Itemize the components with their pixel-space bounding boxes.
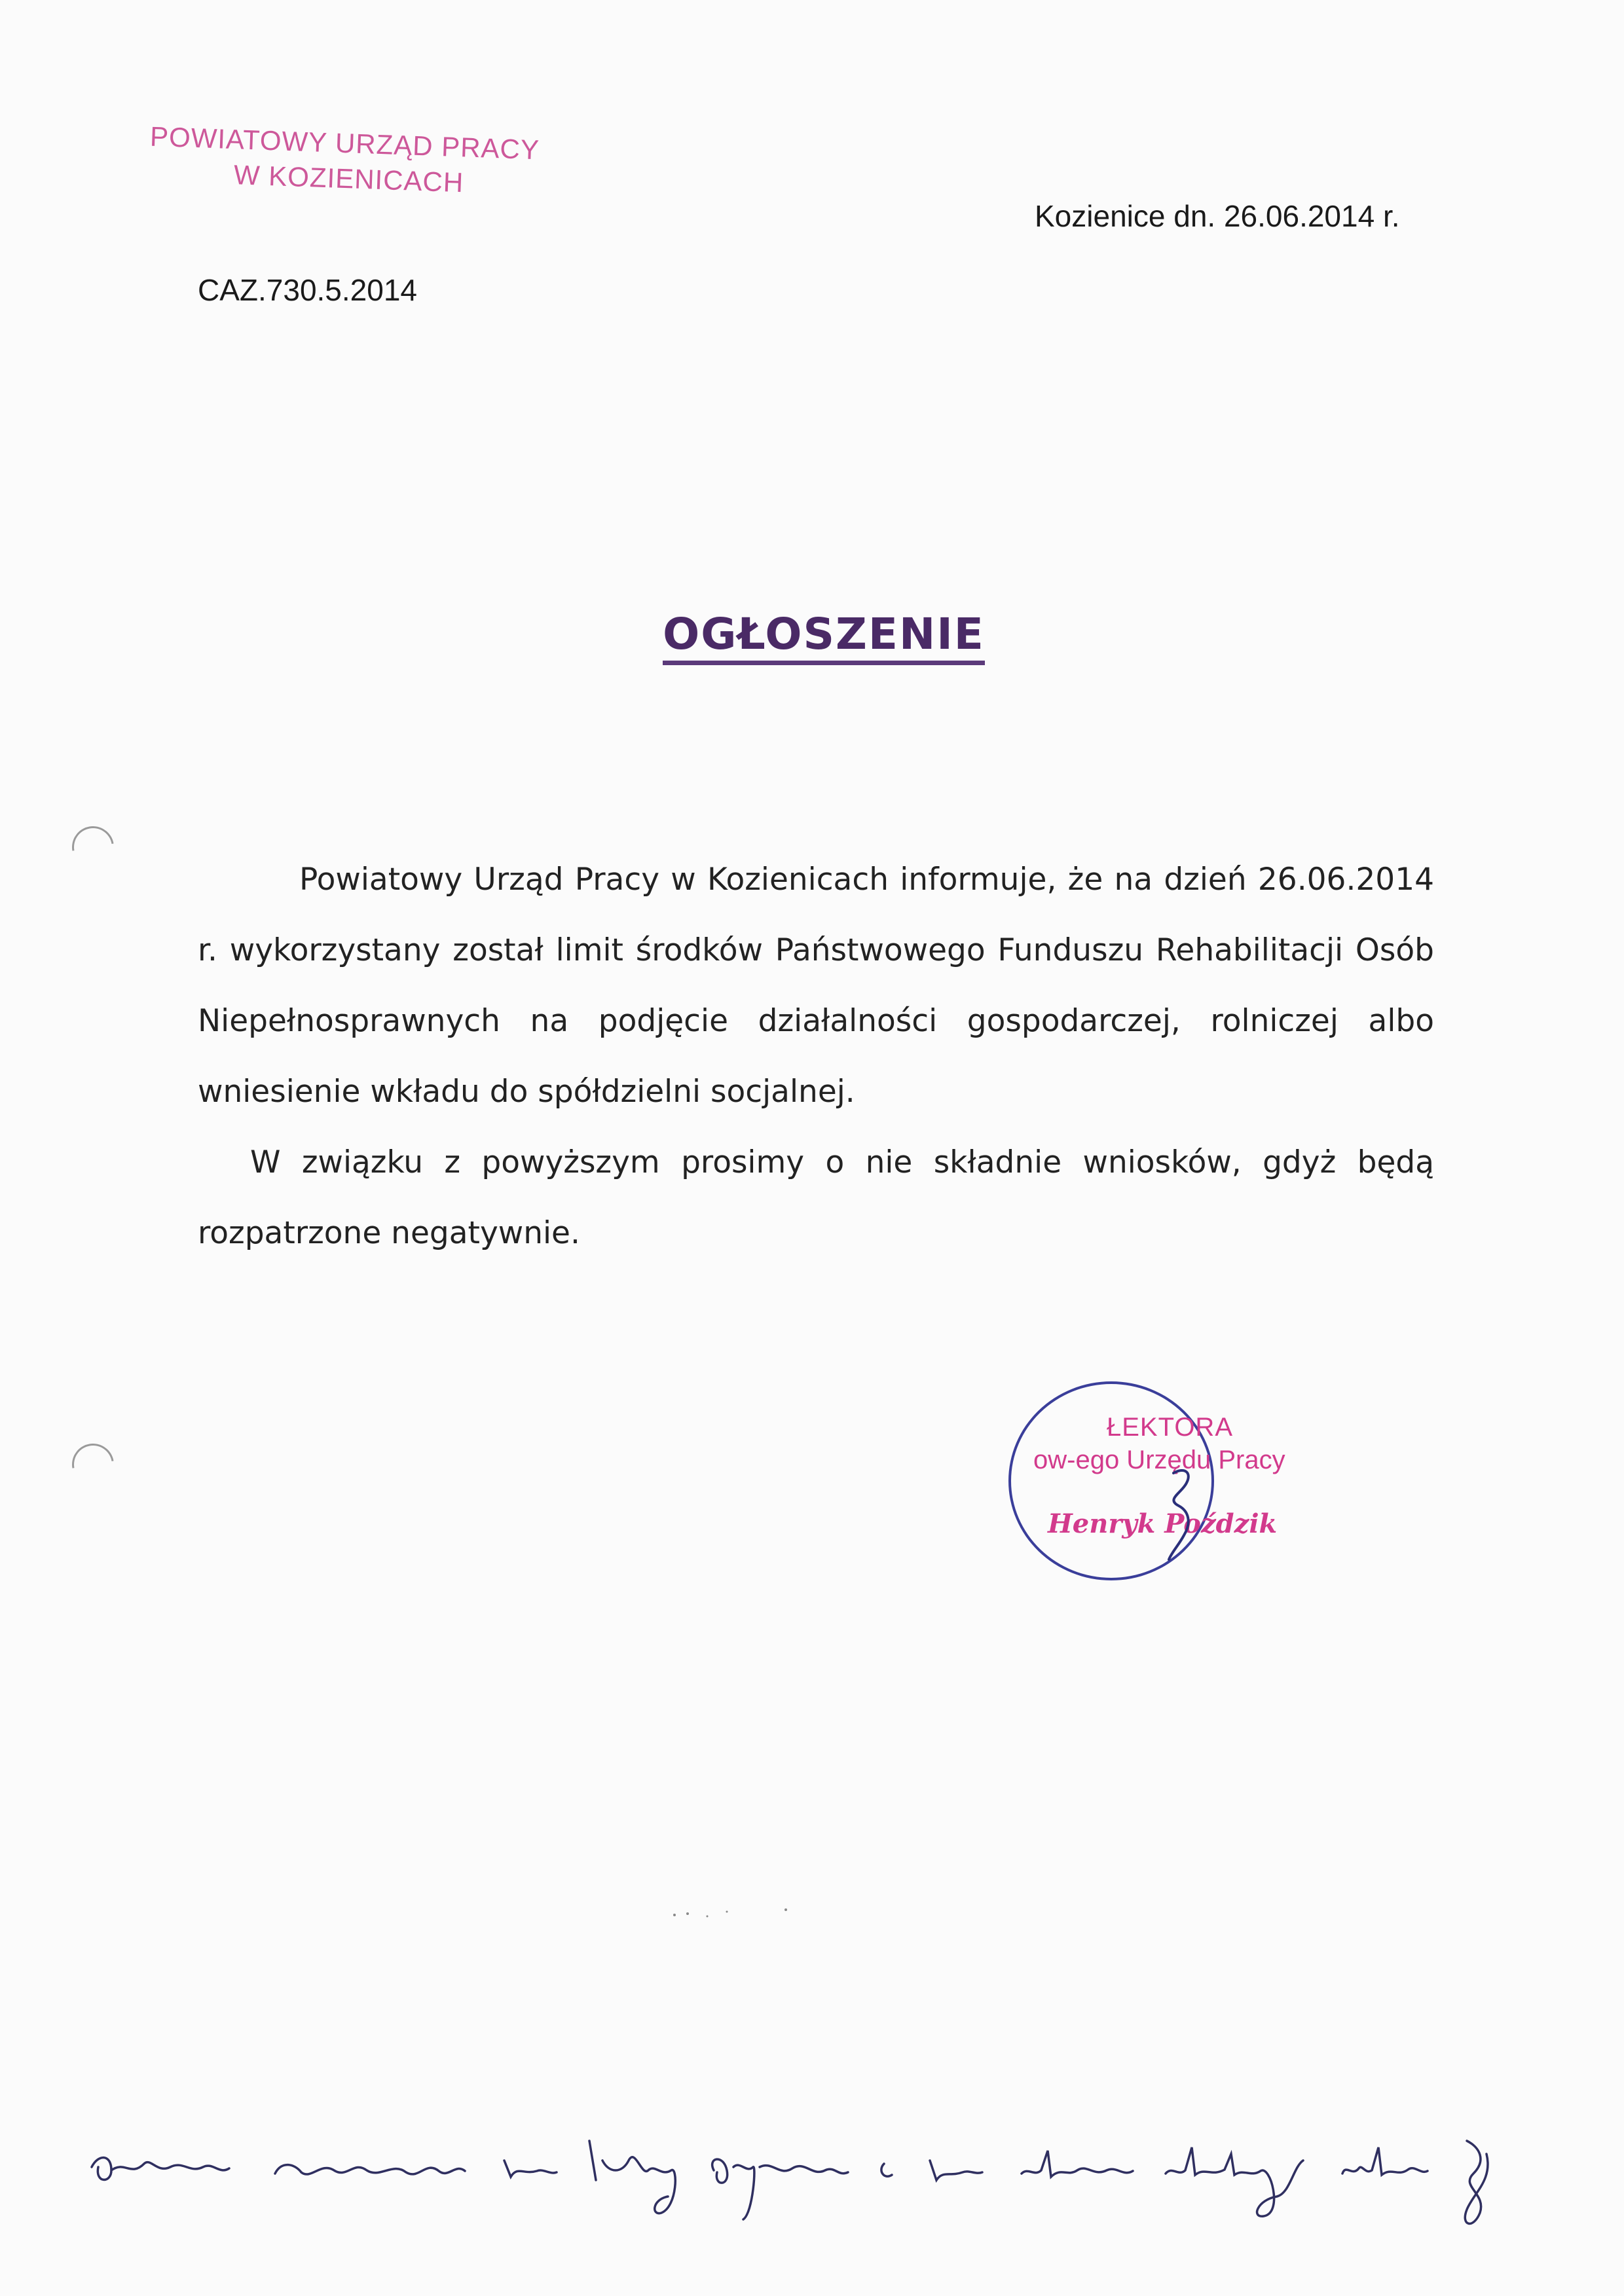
punch-hole-icon — [64, 818, 122, 876]
director-signature-stamp — [1002, 1375, 1329, 1584]
office-stamp-line2: W KOZIENICACH — [233, 159, 464, 198]
office-stamp-line1: POWIATOWY URZĄD PRACY — [149, 120, 540, 166]
handwritten-note-icon — [85, 2115, 1591, 2246]
signature-icon — [1002, 1375, 1329, 1584]
seal-line2: ow-ego Urzędu Pracy — [1033, 1446, 1285, 1474]
document-date: Kozienice dn. 26.06.2014 r. — [1035, 199, 1400, 233]
scan-speckles-icon — [668, 1902, 812, 1922]
title-container — [0, 609, 1624, 665]
seal-line3: Henryk Poździk — [1048, 1508, 1278, 1539]
office-stamp — [148, 119, 540, 204]
seal-line1: ŁEKTORA — [1107, 1413, 1233, 1442]
punch-hole-icon — [64, 1435, 122, 1493]
document-title: OGŁOSZENIE — [663, 609, 985, 665]
announcement-body — [198, 845, 1434, 1269]
body-paragraph: W związku z powyższym prosimy o nie składnie wniosków, gdyż będą rozpatrzone negatywnie. — [198, 1144, 1434, 1251]
body-paragraph: Powiatowy Urząd Pracy w Kozienicach informuje, że na dzień 26.06.2014 r. wykorzystany został limit środków Państwowego Funduszu Rehabilitacji Osób Niepełnosprawnych na podjęcie działalności gospodarczej, rolniczej albo wniesienie wkładu do spółdzielni socjalnej. — [198, 862, 1434, 1110]
reference-number: CAZ.730.5.2014 — [198, 273, 418, 307]
